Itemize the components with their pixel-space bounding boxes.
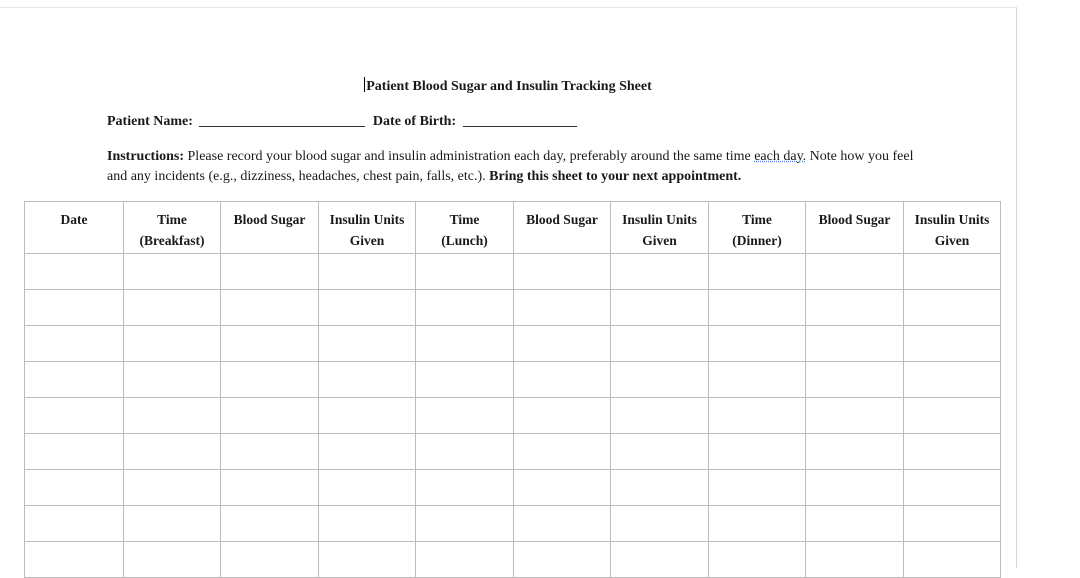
- table-cell[interactable]: [319, 326, 416, 362]
- table-cell[interactable]: [514, 290, 611, 326]
- table-cell[interactable]: [416, 290, 514, 326]
- table-cell[interactable]: [806, 290, 904, 326]
- table-cell[interactable]: [416, 506, 514, 542]
- table-row: [25, 434, 1001, 470]
- table-cell[interactable]: [904, 542, 1001, 578]
- table-cell[interactable]: [904, 434, 1001, 470]
- table-cell[interactable]: [611, 542, 709, 578]
- instructions-lead: Instructions:: [107, 149, 185, 164]
- table-cell[interactable]: [221, 326, 319, 362]
- table-cell[interactable]: [611, 326, 709, 362]
- table-cell[interactable]: [319, 470, 416, 506]
- table-cell[interactable]: [25, 254, 124, 290]
- table-row: [25, 326, 1001, 362]
- dob-label: Date of Birth:: [372, 114, 457, 129]
- grammar-flagged-text[interactable]: each day.: [754, 149, 807, 164]
- table-cell[interactable]: [514, 326, 611, 362]
- table-cell[interactable]: [709, 254, 806, 290]
- table-cell[interactable]: [25, 362, 124, 398]
- table-row: [25, 542, 1001, 578]
- table-row: [25, 470, 1001, 506]
- header-insulin-dinner[interactable]: Insulin Units Given: [904, 202, 1001, 254]
- title-text[interactable]: Patient Blood Sugar and Insulin Tracking Sheet: [366, 79, 652, 94]
- table-cell[interactable]: [25, 506, 124, 542]
- table-cell[interactable]: [319, 362, 416, 398]
- table-row: [25, 254, 1001, 290]
- table-cell[interactable]: [319, 542, 416, 578]
- table-cell[interactable]: [904, 506, 1001, 542]
- table-cell[interactable]: [124, 434, 221, 470]
- table-cell[interactable]: [319, 434, 416, 470]
- table-cell[interactable]: [221, 398, 319, 434]
- table-cell[interactable]: [25, 434, 124, 470]
- table-cell[interactable]: [124, 506, 221, 542]
- table-cell[interactable]: [611, 506, 709, 542]
- header-insulin-breakfast[interactable]: Insulin Units Given: [319, 202, 416, 254]
- table-cell[interactable]: [806, 362, 904, 398]
- table-cell[interactable]: [221, 290, 319, 326]
- table-cell[interactable]: [416, 398, 514, 434]
- table-cell[interactable]: [806, 326, 904, 362]
- table-cell[interactable]: [806, 542, 904, 578]
- table-cell[interactable]: [904, 398, 1001, 434]
- table-cell[interactable]: [416, 326, 514, 362]
- table-cell[interactable]: [514, 470, 611, 506]
- table-cell[interactable]: [611, 434, 709, 470]
- table-cell[interactable]: [904, 470, 1001, 506]
- patient-name-blank[interactable]: [199, 112, 365, 127]
- table-cell[interactable]: [221, 506, 319, 542]
- table-cell[interactable]: [709, 362, 806, 398]
- header-blood-sugar-dinner[interactable]: Blood Sugar: [806, 202, 904, 254]
- table-cell[interactable]: [514, 254, 611, 290]
- table-cell[interactable]: [221, 542, 319, 578]
- header-blood-sugar-breakfast[interactable]: Blood Sugar: [221, 202, 319, 254]
- table-cell[interactable]: [124, 290, 221, 326]
- table-cell[interactable]: [25, 470, 124, 506]
- document-title[interactable]: [0, 77, 1016, 95]
- table-row: [25, 290, 1001, 326]
- table-cell[interactable]: [25, 542, 124, 578]
- table-cell[interactable]: [25, 326, 124, 362]
- table-cell[interactable]: [611, 398, 709, 434]
- instructions-text-1: Please record your blood sugar and insulin administration each day, preferably around the same time: [184, 149, 755, 164]
- table-cell[interactable]: [416, 470, 514, 506]
- table-cell[interactable]: [709, 506, 806, 542]
- table-cell[interactable]: [416, 434, 514, 470]
- table-cell[interactable]: [25, 398, 124, 434]
- table-cell[interactable]: [709, 434, 806, 470]
- table-cell[interactable]: [904, 254, 1001, 290]
- table-cell[interactable]: [221, 254, 319, 290]
- header-insulin-lunch[interactable]: Insulin Units Given: [611, 202, 709, 254]
- table-cell[interactable]: [416, 254, 514, 290]
- table-cell[interactable]: [514, 434, 611, 470]
- table-cell[interactable]: [124, 542, 221, 578]
- header-time-lunch[interactable]: Time (Lunch): [416, 202, 514, 254]
- table-cell[interactable]: [611, 254, 709, 290]
- table-cell[interactable]: [221, 470, 319, 506]
- table-cell[interactable]: [709, 398, 806, 434]
- document-page: [0, 7, 1017, 568]
- table-cell[interactable]: [514, 506, 611, 542]
- table-cell[interactable]: [514, 362, 611, 398]
- table-cell[interactable]: [709, 326, 806, 362]
- table-cell[interactable]: [611, 362, 709, 398]
- table-row: [25, 362, 1001, 398]
- header-time-dinner[interactable]: Time (Dinner): [709, 202, 806, 254]
- table-row: [25, 506, 1001, 542]
- table-cell[interactable]: [904, 290, 1001, 326]
- table-cell[interactable]: [806, 254, 904, 290]
- table-cell[interactable]: [25, 290, 124, 326]
- table-cell[interactable]: [514, 398, 611, 434]
- table-cell[interactable]: [319, 398, 416, 434]
- table-cell[interactable]: [709, 542, 806, 578]
- instructions-paragraph[interactable]: [107, 147, 927, 187]
- table-cell[interactable]: [806, 470, 904, 506]
- table-cell[interactable]: [221, 434, 319, 470]
- patient-info-line[interactable]: [107, 112, 577, 130]
- table-cell[interactable]: [709, 470, 806, 506]
- header-time-breakfast[interactable]: Time (Breakfast): [124, 202, 221, 254]
- table-cell[interactable]: [124, 254, 221, 290]
- table-cell[interactable]: [319, 506, 416, 542]
- header-date[interactable]: Date: [25, 202, 124, 254]
- table-cell[interactable]: [611, 470, 709, 506]
- table-cell[interactable]: [416, 542, 514, 578]
- header-blood-sugar-lunch[interactable]: Blood Sugar: [514, 202, 611, 254]
- table-cell[interactable]: [514, 542, 611, 578]
- tracking-table: [24, 201, 1001, 578]
- instructions-text-2: Note how you feel and any incidents (e.g., dizziness, headaches, chest pain, falls, etc.).: [107, 149, 914, 184]
- table-cell[interactable]: [319, 254, 416, 290]
- table-cell[interactable]: [319, 290, 416, 326]
- table-cell[interactable]: [124, 398, 221, 434]
- table-cell[interactable]: [806, 506, 904, 542]
- patient-name-label: Patient Name:: [107, 114, 193, 129]
- table-cell[interactable]: [806, 398, 904, 434]
- header-row: [25, 202, 1001, 254]
- table-cell[interactable]: [124, 470, 221, 506]
- table-cell[interactable]: [416, 362, 514, 398]
- table-cell[interactable]: [611, 290, 709, 326]
- table-cell[interactable]: [806, 434, 904, 470]
- table-body: [25, 254, 1001, 578]
- table-cell[interactable]: [221, 362, 319, 398]
- table-cell[interactable]: [124, 362, 221, 398]
- table-cell[interactable]: [124, 326, 221, 362]
- table-cell[interactable]: [904, 326, 1001, 362]
- instructions-emphasis: Bring this sheet to your next appointment.: [489, 169, 742, 184]
- table-cell[interactable]: [904, 362, 1001, 398]
- table-cell[interactable]: [709, 290, 806, 326]
- table-row: [25, 398, 1001, 434]
- dob-blank[interactable]: [463, 112, 577, 127]
